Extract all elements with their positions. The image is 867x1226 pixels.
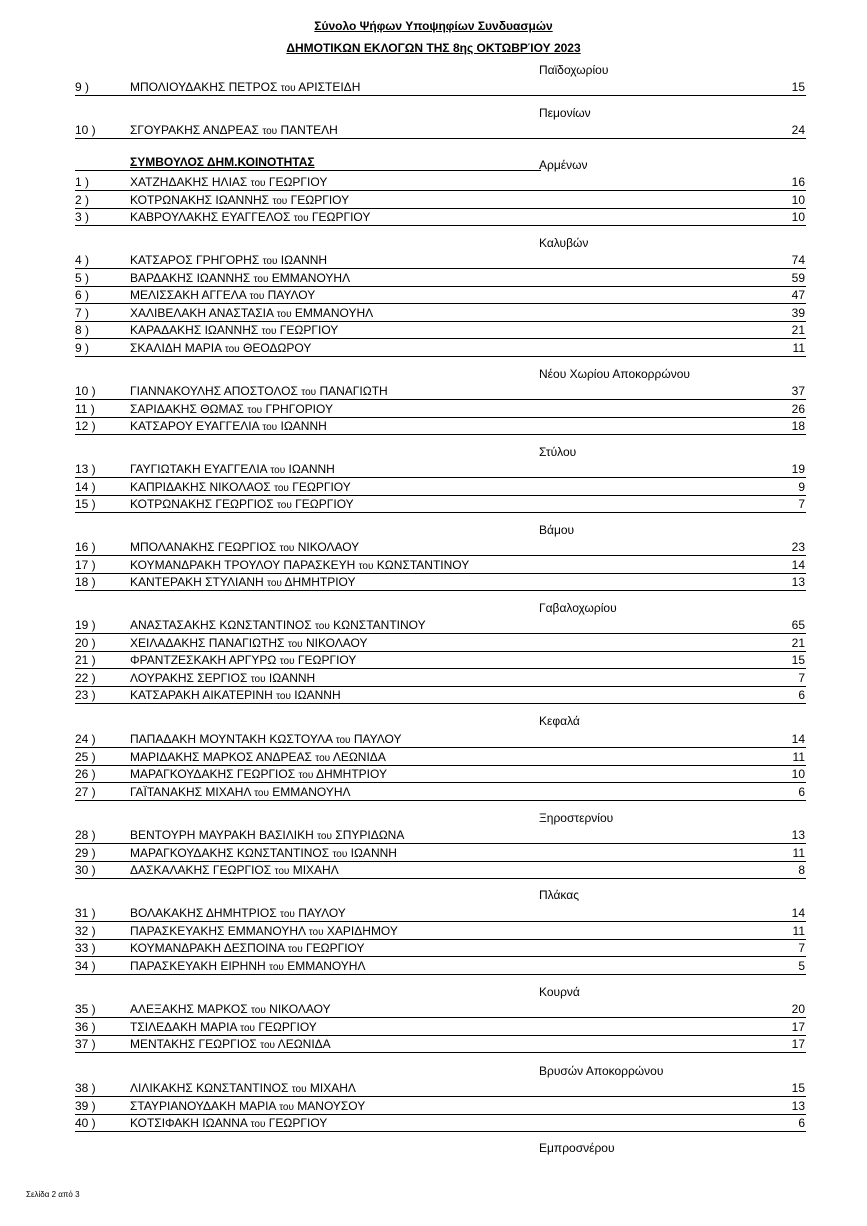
candidate-votes: 74 [791, 253, 805, 267]
patronymic-prefix: του [269, 961, 284, 973]
candidate-name: ΠΑΡΑΣΚΕΥΑΚΗΣ ΕΜΜΑΝΟΥΗΛ του ΧΑΡΙΔΗΜΟΥ [130, 923, 398, 938]
candidate-name: ΜΠΟΛΑΝΑΚΗΣ ΓΕΩΡΓΙΟΣ του ΝΙΚΟΛΑΟΥ [130, 540, 360, 554]
candidate-number: 27 ) [75, 784, 96, 799]
candidate-row [75, 686, 806, 704]
candidate-name: ΣΑΡΙΔΑΚΗΣ ΘΩΜΑΣ του ΓΡΗΓΟΡΙΟΥ [130, 401, 333, 416]
candidate-name: ΣΚΑΛΙΔΗ ΜΑΡΙΑ του ΘΕΟΔΩΡΟΥ [130, 340, 312, 355]
candidate-number: 1 ) [75, 175, 90, 189]
candidate-row [75, 765, 806, 783]
candidate-number: 5 ) [75, 270, 90, 285]
candidate-votes: 11 [792, 749, 805, 764]
candidate-number: 16 ) [75, 540, 96, 554]
candidate-number: 15 ) [75, 497, 96, 511]
candidate-number: 12 ) [75, 419, 96, 433]
candidate-row [75, 191, 806, 209]
candidate-votes: 16 [791, 175, 805, 189]
location-header: Γαβαλοχωρίου [539, 601, 617, 615]
candidate-votes: 14 [791, 732, 805, 746]
candidate-votes: 11 [792, 845, 805, 860]
candidate-votes: 6 [798, 688, 805, 702]
candidate-name: ΚΑΤΣΑΡΟΥ ΕΥΑΓΓΕΛΙΑ του ΙΩΑΝΝΗ [130, 419, 327, 433]
patronymic-prefix: του [280, 83, 296, 94]
candidate-votes: 24 [791, 123, 805, 137]
patronymic-prefix: του [287, 944, 303, 955]
candidate-name: ΒΟΛΑΚΑΚΗΣ ΔΗΜΗΤΡΙΟΣ του ΠΑΥΛΟΥ [130, 906, 346, 920]
candidate-row [75, 1018, 806, 1036]
candidate-number: 17 ) [75, 557, 96, 572]
candidate-row [75, 208, 806, 226]
patronymic-prefix: του [293, 213, 309, 224]
candidate-row [75, 1114, 806, 1132]
patronymic-prefix: του [240, 1022, 255, 1034]
candidate-row [75, 304, 806, 322]
candidate-number: 7 ) [75, 305, 90, 320]
candidate-name: ΠΑΡΑΣΚΕΥΑΚΗ ΕΙΡΗΝΗ του ΕΜΜΑΝΟΥΗΛ [130, 958, 366, 973]
candidate-row [75, 121, 806, 139]
patronymic-prefix: του [254, 787, 269, 799]
candidate-votes: 15 [791, 80, 805, 94]
candidate-name: ΓΑΪΤΑΝΑΚΗΣ ΜΙΧΑΗΛ του ΕΜΜΑΝΟΥΗΛ [130, 784, 351, 799]
candidate-votes: 11 [792, 923, 805, 938]
candidate-row [75, 495, 806, 513]
candidate-row [75, 382, 806, 400]
location-header: Κεφαλά [539, 714, 580, 728]
candidate-row [75, 616, 806, 634]
candidate-row [75, 321, 806, 339]
candidate-votes: 18 [791, 419, 805, 433]
candidate-name: ΓΙΑΝΝΑΚΟΥΛΗΣ ΑΠΟΣΤΟΛΟΣ του ΠΑΝΑΓΙΩΤΗ [130, 384, 388, 398]
location-header: Εμπροσνέρου [539, 1141, 615, 1155]
candidate-row [75, 286, 806, 304]
candidate-number: 31 ) [75, 906, 96, 920]
candidate-name: ΒΑΡΔΑΚΗΣ ΙΩΑΝΝΗΣ του ΕΜΜΑΝΟΥΗΛ [130, 270, 351, 285]
candidate-number: 40 ) [75, 1116, 96, 1130]
location-header: Πλάκας [539, 888, 579, 902]
patronymic-prefix: του [280, 909, 295, 920]
candidate-votes: 15 [791, 653, 805, 667]
candidate-row [75, 748, 806, 766]
location-header: Αρμένων [539, 158, 588, 172]
patronymic-prefix: του [262, 422, 278, 433]
patronymic-prefix: του [276, 308, 292, 320]
candidate-number: 37 ) [75, 1037, 96, 1051]
candidate-votes: 13 [791, 828, 805, 842]
candidate-votes: 7 [798, 670, 805, 685]
candidate-votes: 23 [791, 540, 805, 554]
candidate-votes: 10 [791, 210, 805, 224]
candidate-number: 22 ) [75, 670, 96, 685]
candidate-votes: 47 [791, 288, 805, 302]
candidate-name: ΦΡΑΝΤΖΕΣΚΑΚΗ ΑΡΓΥΡΩ του ΓΕΩΡΓΙΟΥ [130, 653, 357, 667]
candidate-votes: 10 [791, 767, 805, 781]
patronymic-prefix: του [253, 273, 269, 285]
candidate-row [75, 939, 806, 957]
candidate-number: 19 ) [75, 618, 96, 632]
location-header: Νέου Χωρίου Αποκορρώνου [539, 367, 690, 381]
patronymic-prefix: του [247, 404, 263, 416]
candidate-row [75, 400, 806, 418]
candidate-row [75, 478, 806, 496]
candidate-name: ΜΑΡΑΓΚΟΥΔΑΚΗΣ ΚΩΝΣΤΑΝΤΙΝΟΣ του ΙΩΑΝΝΗ [130, 845, 397, 860]
candidate-name: ΣΓΟΥΡΑΚΗΣ ΑΝΔΡΕΑΣ του ΠΑΝΤΕΛΗ [130, 123, 338, 137]
candidate-row [75, 783, 806, 801]
location-header: Στύλου [539, 445, 577, 459]
patronymic-prefix: του [276, 691, 291, 702]
location-header: Παϊδοχωρίου [539, 63, 609, 77]
candidate-number: 30 ) [75, 863, 96, 877]
candidate-row [75, 904, 806, 922]
patronymic-prefix: του [261, 326, 277, 337]
candidate-name: ΛΟΥΡΑΚΗΣ ΣΕΡΓΙΟΣ του ΙΩΑΝΝΗ [130, 670, 316, 685]
patronymic-prefix: του [250, 178, 266, 189]
patronymic-prefix: του [274, 482, 289, 494]
patronymic-prefix: του [332, 848, 348, 860]
candidate-name: ΚΟΤΡΩΝΑΚΗΣ ΙΩΑΝΝΗΣ του ΓΕΩΡΓΙΟΥ [130, 192, 350, 207]
patronymic-prefix: του [262, 256, 278, 267]
candidate-number: 39 ) [75, 1098, 96, 1113]
candidate-votes: 17 [791, 1037, 805, 1051]
patronymic-prefix: του [279, 1101, 294, 1113]
patronymic-prefix: του [358, 560, 374, 572]
candidate-row [75, 1035, 806, 1053]
patronymic-prefix: του [249, 291, 265, 302]
candidate-name: ΑΛΕΞΑΚΗΣ ΜΑΡΚΟΣ του ΝΙΚΟΛΑΟΥ [130, 1002, 331, 1016]
candidate-name: ΠΑΠΑΔΑΚΗ ΜΟΥΝΤΑΚΗ ΚΩΣΤΟΥΛΑ του ΠΑΥΛΟΥ [130, 732, 402, 746]
patronymic-prefix: του [262, 126, 278, 137]
candidate-name: ΚΑΝΤΕΡΑΚΗ ΣΤΥΛΙΑΝΗ του ΔΗΜΗΤΡΙΟΥ [130, 575, 356, 589]
candidate-row [75, 844, 806, 862]
patronymic-prefix: του [287, 638, 303, 650]
candidate-row [75, 78, 806, 96]
candidate-name: ΜΕΛΙΣΣΑΚΗ ΑΓΓΕΛΑ του ΠΑΥΛΟΥ [130, 288, 316, 302]
candidate-number: 2 ) [75, 192, 90, 207]
candidate-name: ΚΑΡΑΔΑΚΗΣ ΙΩΑΝΝΗΣ του ΓΕΩΡΓΙΟΥ [130, 323, 339, 337]
candidate-row [75, 269, 806, 287]
patronymic-prefix: του [267, 578, 282, 589]
location-header: Βρυσών Αποκορρώνου [539, 1064, 664, 1078]
location-header: Βάμου [539, 523, 575, 537]
candidate-votes: 5 [798, 958, 805, 973]
candidate-row [75, 651, 806, 669]
candidate-number: 26 ) [75, 767, 96, 781]
candidate-row [75, 339, 806, 357]
candidate-name: ΚΑΒΡΟΥΛΑΚΗΣ ΕΥΑΓΓΕΛΟΣ του ΓΕΩΡΓΙΟΥ [130, 210, 371, 224]
page-footer: Σελίδα 2 από 3 [26, 1190, 80, 1199]
candidate-number: 28 ) [75, 828, 96, 842]
candidate-number: 3 ) [75, 210, 90, 224]
candidate-votes: 15 [791, 1081, 805, 1095]
location-header: Καλυβών [539, 236, 589, 250]
candidate-number: 8 ) [75, 323, 90, 337]
candidate-row [75, 1097, 806, 1115]
candidate-number: 9 ) [75, 340, 90, 355]
candidate-number: 25 ) [75, 749, 96, 764]
candidate-name: ΔΑΣΚΑΛΑΚΗΣ ΓΕΩΡΓΙΟΣ του ΜΙΧΑΗΛ [130, 863, 339, 877]
document-subtitle: ΔΗΜΟΤΙΚΩΝ ΕΚΛΟΓΩΝ ΤΗΣ 8ης ΟΚΤΩΒΡΊΟΥ 2023 [286, 41, 581, 55]
candidate-number: 20 ) [75, 635, 96, 650]
candidate-name: ΤΣΙΛΕΔΑΚΗ ΜΑΡΙΑ του ΓΕΩΡΓΙΟΥ [130, 1019, 317, 1034]
candidate-number: 21 ) [75, 653, 96, 667]
patronymic-prefix: του [308, 926, 324, 938]
candidate-number: 11 ) [75, 401, 95, 416]
patronymic-prefix: του [250, 1119, 266, 1130]
candidate-number: 10 ) [75, 384, 96, 398]
candidate-name: ΚΑΠΡΙΔΑΚΗΣ ΝΙΚΟΛΑΟΣ του ΓΕΩΡΓΙΟΥ [130, 479, 351, 494]
candidate-votes: 19 [791, 462, 805, 476]
candidate-number: 9 ) [75, 80, 90, 94]
candidate-row [75, 634, 806, 652]
location-header: Κουρνά [539, 985, 580, 999]
section-rule [75, 170, 541, 171]
patronymic-prefix: του [314, 621, 330, 632]
patronymic-prefix: του [335, 735, 351, 746]
candidate-number: 10 ) [75, 123, 96, 137]
candidate-votes: 11 [792, 340, 805, 355]
candidate-votes: 14 [791, 906, 805, 920]
candidate-row [75, 669, 806, 687]
candidate-row [75, 538, 806, 556]
candidate-row [75, 826, 806, 844]
patronymic-prefix: του [250, 673, 266, 685]
candidate-name: ΚΑΤΣΑΡΑΚΗ ΑΙΚΑΤΕΡΙΝΗ του ΙΩΑΝΝΗ [130, 688, 341, 702]
candidate-row [75, 730, 806, 748]
patronymic-prefix: του [298, 770, 314, 781]
candidate-votes: 21 [791, 323, 805, 337]
candidate-number: 35 ) [75, 1002, 96, 1016]
candidate-votes: 13 [791, 575, 805, 589]
candidate-name: ΜΕΝΤΑΚΗΣ ΓΕΩΡΓΙΟΣ του ΛΕΩΝΙΔΑ [130, 1037, 331, 1051]
candidate-name: ΒΕΝΤΟΥΡΗ ΜΑΥΡΑΚΗ ΒΑΣΙΛΙΚΗ του ΣΠΥΡΙΔΩΝΑ [130, 828, 405, 842]
candidate-number: 34 ) [75, 958, 96, 973]
candidate-row [75, 1079, 806, 1097]
candidate-name: ΜΑΡΙΔΑΚΗΣ ΜΑΡΚΟΣ ΑΝΔΡΕΑΣ του ΛΕΩΝΙΔΑ [130, 749, 386, 764]
candidate-name: ΚΟΤΡΩΝΑΚΗΣ ΓΕΩΡΓΙΟΣ του ΓΕΩΡΓΙΟΥ [130, 497, 354, 511]
candidate-votes: 6 [798, 1116, 805, 1130]
patronymic-prefix: του [291, 1084, 307, 1095]
patronymic-prefix: του [276, 500, 292, 511]
candidate-number: 18 ) [75, 575, 96, 589]
candidate-name: ΚΟΥΜΑΝΔΡΑΚΗ ΤΡΟΥΛΟΥ ΠΑΡΑΣΚΕΥΗ του ΚΩΝΣΤΑΝΤΙΝΟΥ [130, 557, 470, 572]
candidate-number: 29 ) [75, 845, 96, 860]
candidate-number: 6 ) [75, 288, 90, 302]
candidate-number: 23 ) [75, 688, 96, 702]
candidate-votes: 7 [798, 941, 805, 955]
candidate-row [75, 573, 806, 591]
candidate-votes: 8 [798, 863, 805, 877]
candidate-name: ΛΙΛΙΚΑΚΗΣ ΚΩΝΣΤΑΝΤΙΝΟΣ του ΜΙΧΑΗΛ [130, 1081, 356, 1095]
candidate-votes: 20 [791, 1002, 805, 1016]
candidate-row [75, 173, 806, 191]
patronymic-prefix: του [279, 656, 295, 667]
candidate-row [75, 1000, 806, 1018]
candidate-name: ΚΟΤΣΙΦΑΚΗ ΙΩΑΝΝΑ του ΓΕΩΡΓΙΟΥ [130, 1116, 328, 1130]
candidate-name: ΧΕΙΛΑΔΑΚΗΣ ΠΑΝΑΓΙΩΤΗΣ του ΝΙΚΟΛΑΟΥ [130, 635, 368, 650]
candidate-number: 4 ) [75, 253, 90, 267]
patronymic-prefix: του [224, 343, 240, 355]
candidate-votes: 59 [791, 270, 805, 285]
patronymic-prefix: του [315, 752, 331, 764]
candidate-name: ΣΤΑΥΡΙΑΝΟΥΔΑΚΗ ΜΑΡΙΑ του ΜΑΝΟΥΣΟΥ [130, 1098, 366, 1113]
candidate-votes: 10 [791, 192, 805, 207]
candidate-name: ΚΑΤΣΑΡΟΣ ΓΡΗΓΟΡΗΣ του ΙΩΑΝΝΗ [130, 253, 328, 267]
patronymic-prefix: του [301, 387, 317, 398]
candidate-votes: 65 [791, 618, 805, 632]
candidate-number: 38 ) [75, 1081, 96, 1095]
candidate-votes: 17 [791, 1019, 805, 1034]
candidate-row [75, 861, 806, 879]
patronymic-prefix: του [274, 866, 290, 877]
candidate-name: ΑΝΑΣΤΑΣΑΚΗΣ ΚΩΝΣΤΑΝΤΙΝΟΣ του ΚΩΝΣΤΑΝΤΙΝΟΥ [130, 618, 426, 632]
candidate-row [75, 957, 806, 975]
section-title: ΣΥΜΒΟΥΛΟΣ ΔΗΜ.ΚΟΙΝΟΤΗΤΑΣ [130, 155, 315, 169]
patronymic-prefix: του [272, 195, 288, 207]
patronymic-prefix: του [270, 465, 286, 476]
candidate-number: 24 ) [75, 732, 96, 746]
candidate-name: ΧΑΛΙΒΕΛΑΚΗ ΑΝΑΣΤΑΣΙΑ του ΕΜΜΑΝΟΥΗΛ [130, 305, 374, 320]
candidate-name: ΜΠΟΛΙΟΥΔΑΚΗΣ ΠΕΤΡΟΣ του ΑΡΙΣΤΕΙΔΗ [130, 80, 361, 94]
candidate-row [75, 251, 806, 269]
location-header: Πεμονίων [539, 106, 591, 120]
candidate-votes: 26 [791, 401, 805, 416]
patronymic-prefix: του [279, 543, 295, 554]
candidate-name: ΧΑΤΖΗΔΑΚΗΣ ΗΛΙΑΣ του ΓΕΩΡΓΙΟΥ [130, 175, 328, 189]
section-heading [75, 154, 806, 171]
candidate-row [75, 556, 806, 574]
location-header: Ξηροστερνίου [539, 811, 614, 825]
patronymic-prefix: του [250, 1005, 266, 1016]
document-title: Σύνολο Ψήφων Υποψηφίων Συνδυασμών [314, 19, 553, 33]
candidate-number: 13 ) [75, 462, 96, 476]
candidate-votes: 7 [798, 497, 805, 511]
patronymic-prefix: του [260, 1040, 275, 1051]
candidate-votes: 6 [798, 784, 805, 799]
candidate-votes: 39 [791, 305, 805, 320]
candidate-row [75, 417, 806, 435]
candidate-number: 36 ) [75, 1019, 96, 1034]
candidate-name: ΓΑΥΓΙΩΤΑΚΗ ΕΥΑΓΓΕΛΙΑ του ΙΩΑΝΝΗ [130, 462, 335, 476]
patronymic-prefix: του [317, 831, 332, 842]
candidate-votes: 14 [791, 557, 805, 572]
candidate-row [75, 460, 806, 478]
candidate-votes: 21 [791, 635, 805, 650]
candidate-number: 32 ) [75, 923, 96, 938]
candidate-votes: 13 [791, 1098, 805, 1113]
candidate-votes: 37 [791, 384, 805, 398]
candidate-number: 33 ) [75, 941, 96, 955]
candidate-name: ΚΟΥΜΑΝΔΡΑΚΗ ΔΕΣΠΟΙΝΑ του ΓΕΩΡΓΙΟΥ [130, 941, 365, 955]
candidate-number: 14 ) [75, 479, 96, 494]
candidate-row [75, 922, 806, 940]
candidate-votes: 9 [798, 479, 805, 494]
candidate-name: ΜΑΡΑΓΚΟΥΔΑΚΗΣ ΓΕΩΡΓΙΟΣ του ΔΗΜΗΤΡΙΟΥ [130, 767, 387, 781]
